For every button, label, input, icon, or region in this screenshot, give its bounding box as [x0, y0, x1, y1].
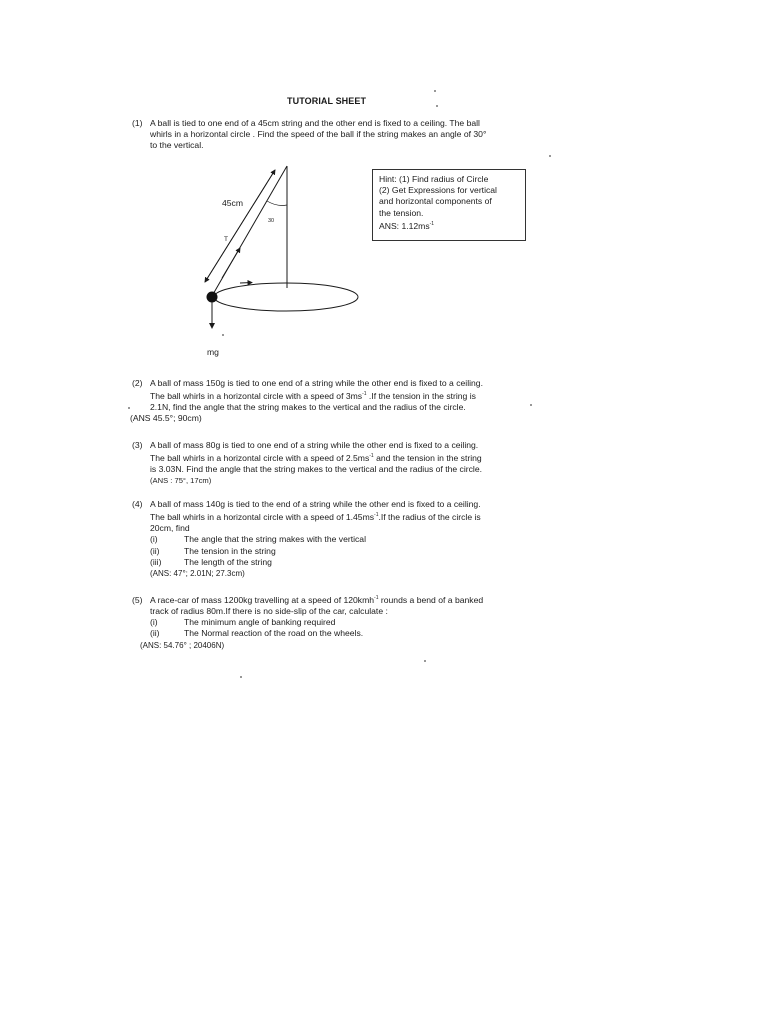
- hint-answer-unit-exponent: -1: [429, 220, 435, 227]
- sub-question-text: The minimum angle of banking required: [184, 617, 336, 628]
- question-text-line: A ball of mass 140g is tied to the end of a string while the other end is fixed to a ceiling.: [150, 499, 481, 509]
- answer: (ANS : 75°, 17cm): [150, 476, 212, 486]
- question-text-line: The ball whirls in a horizontal circle with a speed of 2.5ms: [150, 453, 370, 464]
- question-text-line: and the tension in the string: [373, 453, 482, 464]
- question-number: (2): [132, 378, 143, 388]
- sub-question: [132, 628, 483, 639]
- scan-speck: [549, 155, 551, 157]
- question-4: [132, 499, 481, 579]
- question-number: (5): [132, 594, 143, 605]
- question-number: (1): [132, 118, 143, 128]
- sub-question-text: The angle that the string makes with the vertical: [184, 534, 366, 545]
- unit-exponent: -1: [362, 391, 367, 398]
- question-text-line: 20cm, find: [150, 523, 190, 534]
- answer: (ANS: 47°; 2.01N; 27.3cm): [150, 569, 245, 579]
- angle-arc: [267, 201, 287, 206]
- sub-question: [132, 617, 483, 628]
- question-number: (3): [132, 440, 143, 450]
- tension-label: T: [224, 236, 228, 243]
- length-arrow-reverse: [205, 170, 275, 282]
- hint-line: the tension.: [379, 207, 424, 218]
- scan-speck: [530, 404, 532, 406]
- question-number: (4): [132, 499, 143, 509]
- hint-line: and horizontal components of: [379, 196, 492, 207]
- question-text-line: A ball of mass 80g is tied to one end of a string while the other end is fixed to a ceiling.: [150, 440, 479, 450]
- question-text-line: whirls in a horizontal circle . Find the speed of the ball if the string makes an angle of 30°: [150, 129, 487, 140]
- scan-speck: [128, 407, 130, 409]
- scan-speck: [222, 334, 224, 336]
- answer: (ANS 45.5°; 90cm): [130, 413, 202, 424]
- scan-speck: [434, 90, 436, 92]
- hint-line: (2) Get Expressions for vertical: [379, 185, 497, 196]
- sub-question: [132, 557, 481, 568]
- page-title: TUTORIAL SHEET: [287, 96, 367, 106]
- scan-speck: [240, 676, 242, 678]
- scan-speck: [424, 660, 426, 662]
- weight-label: mg: [207, 347, 219, 357]
- sub-question-number: (i): [150, 534, 158, 545]
- question-text-line: to the vertical.: [150, 140, 204, 151]
- hint-answer: [379, 219, 519, 232]
- question-1: [132, 118, 486, 152]
- question-text-line: The ball whirls in a horizontal circle with a speed of 3ms: [150, 391, 363, 402]
- sub-question-text: The length of the string: [184, 556, 272, 567]
- question-text-line: rounds a bend of a banked: [378, 594, 484, 605]
- question-text-line: A ball is tied to one end of a 45cm string and the other end is fixed to a ceiling. The ball: [150, 118, 480, 128]
- question-text-line: .If the radius of the circle is: [378, 512, 481, 523]
- question-text-line: A race-car of mass 1200kg travelling at a speed of 120kmh: [150, 594, 375, 605]
- length-label: 45cm: [222, 198, 244, 208]
- question-text-line: is 3.03N. Find the angle that the string makes to the vertical and the radius of the circle.: [150, 464, 482, 475]
- question-text-line: A ball of mass 150g is tied to one end of a string while the other end is fixed to a ceiling.: [150, 378, 483, 388]
- hint-line: Hint: (1) Find radius of Circle: [379, 174, 489, 184]
- sub-question: [132, 546, 481, 557]
- horizontal-circle-path: [214, 283, 358, 311]
- sub-question-text: The tension in the string: [184, 545, 276, 556]
- unit-exponent: -1: [374, 512, 379, 519]
- conical-pendulum-diagram: [180, 160, 370, 360]
- sub-question-number: (i): [150, 617, 158, 628]
- ball: [207, 292, 218, 303]
- question-5: [132, 593, 483, 651]
- question-text-line: The ball whirls in a horizontal circle with a speed of 1.45ms: [150, 512, 375, 523]
- question-text-line: track of radius 80m.If there is no side-slip of the car, calculate :: [150, 606, 388, 617]
- unit-exponent: -1: [369, 453, 374, 460]
- angle-label: 30: [268, 218, 275, 224]
- sub-question-text: The Normal reaction of the road on the wheels.: [184, 628, 364, 639]
- unit-exponent: -1: [374, 595, 379, 601]
- sub-question: [132, 534, 481, 545]
- question-2: [132, 378, 483, 425]
- sub-question-number: (ii): [150, 545, 160, 556]
- scan-speck: [436, 105, 438, 107]
- question-text-line: 2.1N, find the angle that the string makes to the vertical and the radius of the circle.: [150, 402, 466, 413]
- question-3: [132, 440, 482, 487]
- answer: (ANS: 54.76° ; 20406N): [140, 640, 225, 650]
- hint-box: [372, 169, 526, 241]
- question-text-line: .If the tension in the string is: [366, 391, 476, 402]
- direction-arrow: [240, 283, 252, 284]
- sub-question-number: (iii): [150, 556, 162, 567]
- sub-question-number: (ii): [150, 628, 160, 639]
- hint-answer-text: ANS: 1.12ms: [379, 220, 430, 231]
- tension-arrow: [222, 248, 240, 278]
